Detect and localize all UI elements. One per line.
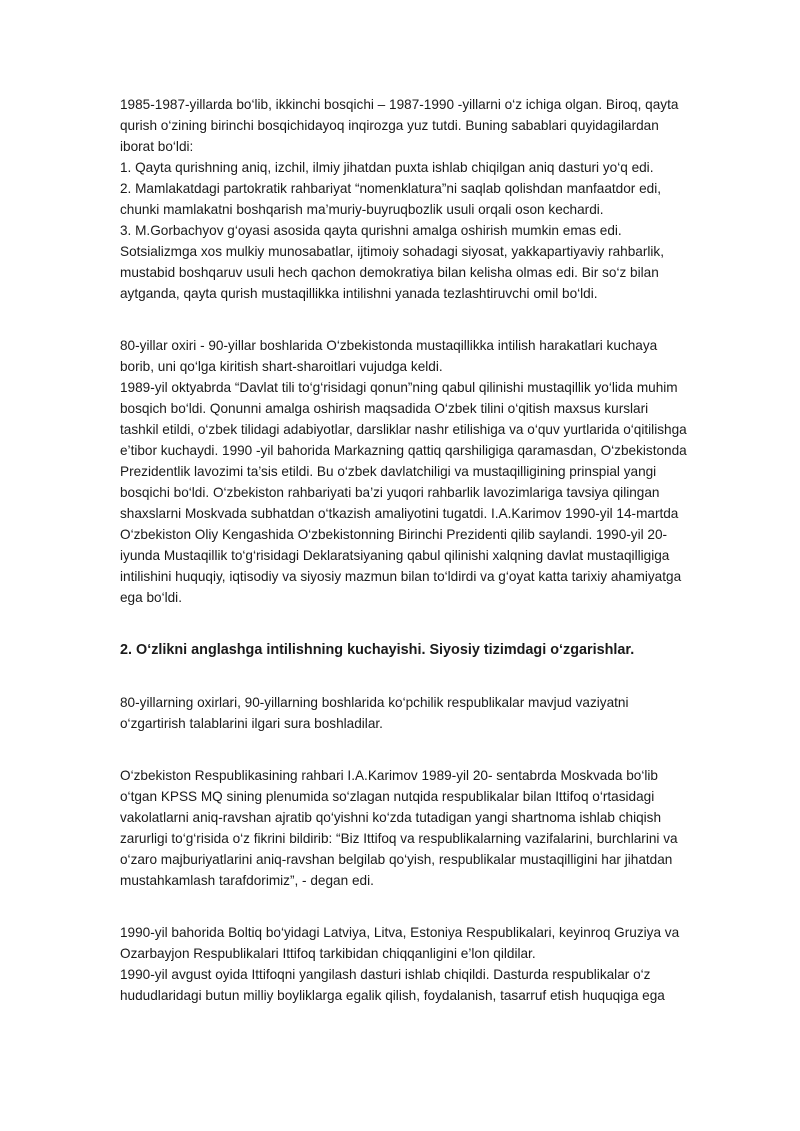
paragraph-group-baltic — [120, 922, 690, 1006]
paragraph-group-perestroika — [120, 94, 690, 304]
list-item: 1. Qayta qurishning aniq, izchil, ilmiy jihatdan puxta ishlab chiqilgan aniq dasturi yo‘q edi. — [120, 160, 654, 175]
paragraph: 80-yillarning oxirlari, 90-yillarning boshlarida ko‘pchilik respublikalar mavjud vaziyatni o‘zgartirish talablarini ilgari sura boshladilar. — [120, 695, 629, 731]
paragraph: 1989-yil oktyabrda “Davlat tili to‘g‘risidagi qonun”ning qabul qilinishi mustaqillik yo‘lida muhim bosqich bo‘ldi. Qonunni amalga oshirish maqsadida O‘zbek tilini o‘qitish maxsus kurslari tashkil etildi, o‘zbek tilidagi adabiyotlar, darsliklar nashr etilishiga va o‘quv yurtlarida o‘qitilishga e’tibor kuchaydi. 1990 -yil bahorida Markazning qattiq qarshiligiga qaramasdan, O‘zbekistonda Prezidentlik lavozimi ta’sis etildi. Bu o‘zbek davlatchiligi va mustaqilligining prinspial yangi bosqichi bo‘ldi. O‘zbekiston rahbariyati ba’zi yuqori rahbarlik lavozimlariga tavsiya qilingan shaxslarni Moskvada subhatdan o‘tkazish amaliyotini tugatdi. I.A.Karimov 1990-yil 14-martda O‘zbekiston Oliy Kengashida O‘zbekistonning Birinchi Prezidenti qilib saylandi. 1990-yil 20-iyunda Mustaqillik to‘g‘risidagi Deklaratsiyaning qabul qilinishi xalqning davlat mustaqilligiga intilishini huquqiy, iqtisodiy va siyosiy mazmun bilan to‘ldirdi va g‘oyat katta tarixiy ahamiyatga ega bo‘ldi. — [120, 380, 687, 605]
section-heading: 2. O‘zlikni anglashga intilishning kuchayishi. Siyosiy tizimdagi o‘zgarishlar. — [120, 642, 635, 658]
paragraph: 1990-yil bahorida Boltiq bo‘yidagi Latviya, Litva, Estoniya Respublikalari, keyinroq Gruziya va Ozarbayjon Respublikalari Ittifoq tarkibidan chiqqanligini e’lon qildilar. — [120, 925, 680, 961]
list-item: 3. M.Gorbachyov g‘oyasi asosida qayta qurishni amalga oshirish mumkin emas edi. Sotsializmga xos mulkiy munosabatlar, ijtimoiy sohadagi siyosat, yakkapartiyaviy rahbarlik, mustabid boshqaruv usuli hech qachon demokratiya bilan kelisha olmas edi. Bir so‘z bilan aytganda, qayta qurish mustaqillikka intilishni yanada tezlashtiruvchi omil bo‘ldi. — [120, 223, 664, 301]
paragraph: 1985-1987-yillarda bo‘lib, ikkinchi bosqichi – 1987-1990 -yillarni o‘z ichiga olgan. Biroq, qayta qurish o‘zining birinchi bosqichidayoq inqirozga yuz tutdi. Buning sabablari quyidagilardan iborat bo‘ldi: — [120, 97, 679, 154]
paragraph-group-independence — [120, 335, 690, 608]
list-item: 2. Mamlakatdagi partokratik rahbariyat “nomenklatura”ni saqlab qolishdan manfaatdor edi, chunki mamlakatni boshqarish ma’muriy-buyruqbozlik usuli orqali oson kechardi. — [120, 181, 662, 217]
paragraph: 1990-yil avgust oyida Ittifoqni yangilash dasturi ishlab chiqildi. Dasturda respublikalar o‘z hududlaridagi butun milliy boyliklarga egalik qilish, foydalanish, tasarruf etish huquqiga ega — [120, 967, 665, 1003]
document-body — [120, 94, 690, 1006]
paragraph: 80-yillar oxiri - 90-yillar boshlarida O‘zbekistonda mustaqillikka intilish harakatlari kuchaya borib, uni qo‘lga kiritish shart-sharoitlari vujudga keldi. — [120, 338, 658, 374]
paragraph: O‘zbekiston Respublikasining rahbari I.A.Karimov 1989-yil 20- sentabrda Moskvada bo‘lib o‘tgan KPSS MQ sining plenumida so‘zlagan nutqida respublikalar bilan Ittifoq o‘rtasidagi vakolatlarni aniq-ravshan ajratib qo‘yishni ko‘zda tutadigan yangi shartnoma ishlab chiqish zarurligi to‘g‘risida o‘z fikrini bildirib: “Biz Ittifoq va respublikalarning vazifalarini, burchlarini va o‘zaro majburiyatlarini aniq-ravshan belgilab qo‘yish, respublikalar mustaqilligini har jihatdan mustahkamlash tarafdorimiz”, - degan edi. — [120, 768, 678, 888]
